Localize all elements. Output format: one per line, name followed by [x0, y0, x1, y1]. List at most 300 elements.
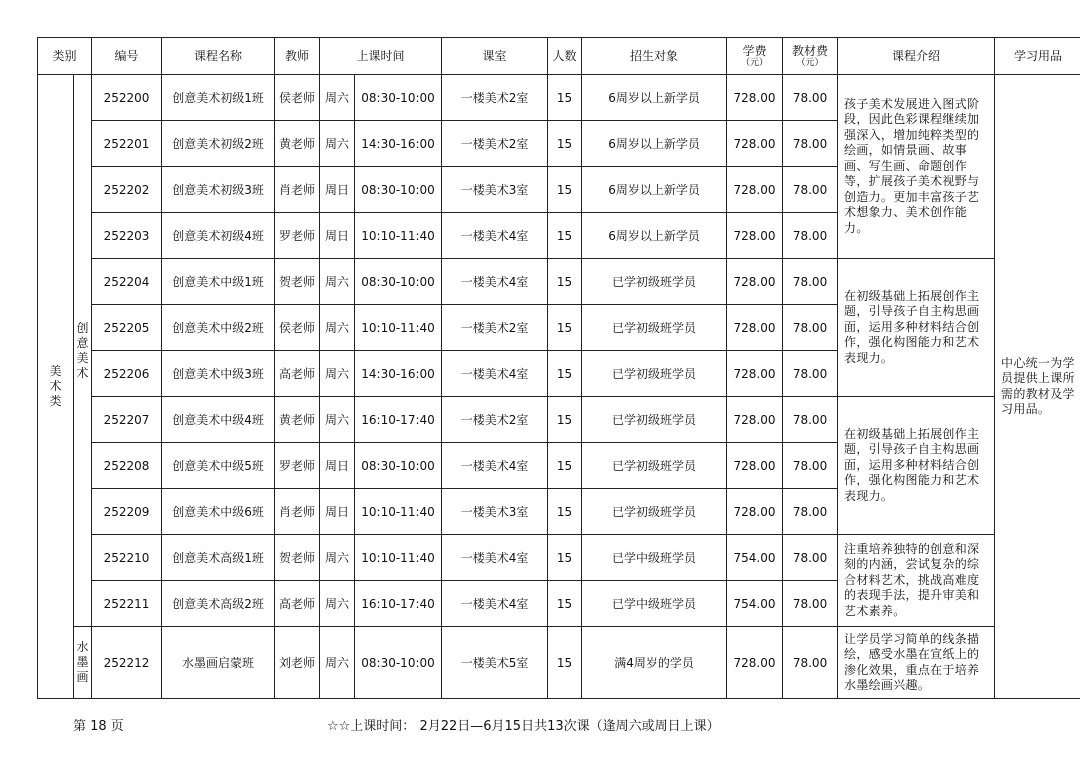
- header-fee-label: 学费: [742, 43, 767, 58]
- cell-day: [320, 305, 355, 351]
- course-intro-cell: [838, 627, 995, 699]
- header-time: 上课时间: [320, 38, 442, 75]
- name-value: 创意美术高级1班: [172, 551, 264, 565]
- cell-time: [355, 581, 442, 627]
- cell-material: [783, 213, 838, 259]
- material-value: 78.00: [792, 274, 828, 289]
- cell-day: [320, 121, 355, 167]
- cell-name: [162, 443, 275, 489]
- cell-code: [92, 121, 162, 167]
- cell-fee: [727, 305, 783, 351]
- material-value: 78.00: [792, 596, 828, 611]
- cell-fee: [727, 259, 783, 305]
- code-value: 252206: [103, 366, 150, 381]
- cell-time: [355, 167, 442, 213]
- fee-value: 728.00: [733, 228, 776, 243]
- count-value: 15: [556, 274, 573, 289]
- cell-name: [162, 75, 275, 121]
- subcategory-label: 水墨画: [76, 640, 89, 684]
- cell-room: [442, 489, 548, 535]
- subcategory-cell: [74, 75, 92, 627]
- count-value: 15: [556, 320, 573, 335]
- target-value: 6周岁以上新学员: [608, 91, 700, 105]
- cell-name: [162, 351, 275, 397]
- target-value: 6周岁以上新学员: [608, 229, 700, 243]
- cell-code: [92, 75, 162, 121]
- header-code: 编号: [92, 38, 162, 75]
- cell-material: [783, 535, 838, 581]
- cell-fee: [727, 535, 783, 581]
- time-value: 10:10-11:40: [361, 228, 435, 243]
- code-value: 252201: [103, 136, 150, 151]
- fee-value: 754.00: [733, 550, 776, 565]
- target-value: 已学初级班学员: [612, 505, 697, 519]
- target-value: 已学初级班学员: [612, 413, 697, 427]
- table-row: [38, 535, 1080, 581]
- teacher-value: 侯老师: [279, 91, 316, 105]
- material-value: 78.00: [792, 90, 828, 105]
- cell-teacher: [275, 489, 320, 535]
- fee-value: 728.00: [733, 182, 776, 197]
- cell-code: [92, 489, 162, 535]
- code-value: 252200: [103, 90, 150, 105]
- cell-count: [548, 443, 582, 489]
- header-material: [783, 38, 838, 75]
- category-cell: [38, 75, 74, 699]
- cell-material: [783, 443, 838, 489]
- course-intro: 让学员学习简单的线条描绘，感受水墨在宣纸上的渗化效果，重点在于培养水墨绘画兴趣。: [844, 631, 980, 692]
- code-value: 252207: [103, 412, 150, 427]
- cell-target: [582, 75, 727, 121]
- cell-room: [442, 167, 548, 213]
- table-row: [38, 259, 1080, 305]
- supplies-text: 中心统一为学员提供上课所需的教材及学习用品。: [1001, 355, 1075, 416]
- teacher-value: 贺老师: [279, 275, 316, 289]
- cell-fee: [727, 627, 783, 699]
- fee-value: 728.00: [733, 90, 776, 105]
- cell-material: [783, 259, 838, 305]
- cell-fee: [727, 75, 783, 121]
- material-value: 78.00: [792, 458, 828, 473]
- day-value: 周六: [325, 275, 350, 289]
- category-label: 美术类: [49, 364, 62, 408]
- cell-target: [582, 167, 727, 213]
- cell-name: [162, 213, 275, 259]
- cell-time: [355, 627, 442, 699]
- day-value: 周日: [325, 459, 350, 473]
- room-value: 一楼美术4室: [460, 551, 529, 565]
- target-value: 已学初级班学员: [612, 321, 697, 335]
- day-value: 周六: [325, 413, 350, 427]
- cell-material: [783, 121, 838, 167]
- header-fee: [727, 38, 783, 75]
- course-intro-cell: [838, 259, 995, 397]
- teacher-value: 黄老师: [279, 413, 316, 427]
- course-intro-cell: [838, 75, 995, 259]
- cell-fee: [727, 213, 783, 259]
- cell-room: [442, 627, 548, 699]
- time-value: 10:10-11:40: [361, 550, 435, 565]
- cell-teacher: [275, 351, 320, 397]
- cell-fee: [727, 581, 783, 627]
- teacher-value: 贺老师: [279, 551, 316, 565]
- teacher-value: 罗老师: [279, 229, 316, 243]
- count-value: 15: [556, 412, 573, 427]
- count-value: 15: [556, 366, 573, 381]
- fee-value: 728.00: [733, 504, 776, 519]
- course-intro-cell: [838, 397, 995, 535]
- cell-room: [442, 121, 548, 167]
- cell-room: [442, 535, 548, 581]
- material-value: 78.00: [792, 655, 828, 670]
- time-value: 14:30-16:00: [361, 366, 435, 381]
- count-value: 15: [556, 596, 573, 611]
- fee-value: 728.00: [733, 458, 776, 473]
- cell-fee: [727, 443, 783, 489]
- cell-target: [582, 489, 727, 535]
- code-value: 252211: [103, 596, 150, 611]
- cell-code: [92, 259, 162, 305]
- table-row: [38, 627, 1080, 699]
- cell-count: [548, 259, 582, 305]
- cell-teacher: [275, 443, 320, 489]
- header-count: 人数: [548, 38, 582, 75]
- code-value: 252210: [103, 550, 150, 565]
- count-value: 15: [556, 655, 573, 670]
- table-row: [38, 397, 1080, 443]
- day-value: 周六: [325, 597, 350, 611]
- material-value: 78.00: [792, 228, 828, 243]
- cell-room: [442, 213, 548, 259]
- cell-count: [548, 75, 582, 121]
- cell-name: [162, 535, 275, 581]
- cell-room: [442, 581, 548, 627]
- header-material-unit: （元）: [796, 57, 824, 68]
- code-value: 252203: [103, 228, 150, 243]
- name-value: 创意美术初级1班: [172, 91, 264, 105]
- header-target: 招生对象: [582, 38, 727, 75]
- fee-value: 754.00: [733, 596, 776, 611]
- cell-room: [442, 75, 548, 121]
- cell-day: [320, 259, 355, 305]
- time-value: 10:10-11:40: [361, 320, 435, 335]
- count-value: 15: [556, 90, 573, 105]
- cell-target: [582, 443, 727, 489]
- count-value: 15: [556, 228, 573, 243]
- cell-target: [582, 397, 727, 443]
- teacher-value: 罗老师: [279, 459, 316, 473]
- course-intro: 在初级基础上拓展创作主题，引导孩子自主构思画面，运用多种材料结合创作，强化构图能力和艺术表现力。: [844, 288, 980, 365]
- time-value: 10:10-11:40: [361, 504, 435, 519]
- cell-teacher: [275, 305, 320, 351]
- course-table: [37, 37, 1080, 699]
- name-value: 创意美术中级5班: [172, 459, 264, 473]
- cell-count: [548, 627, 582, 699]
- day-value: 周六: [325, 91, 350, 105]
- day-value: 周六: [325, 367, 350, 381]
- day-value: 周日: [325, 183, 350, 197]
- room-value: 一楼美术2室: [460, 91, 529, 105]
- cell-target: [582, 259, 727, 305]
- cell-name: [162, 581, 275, 627]
- time-value: 08:30-10:00: [361, 274, 435, 289]
- cell-target: [582, 581, 727, 627]
- code-value: 252204: [103, 274, 150, 289]
- cell-room: [442, 259, 548, 305]
- cell-count: [548, 581, 582, 627]
- name-value: 创意美术中级6班: [172, 505, 264, 519]
- cell-code: [92, 305, 162, 351]
- cell-code: [92, 213, 162, 259]
- cell-name: [162, 121, 275, 167]
- cell-material: [783, 489, 838, 535]
- cell-count: [548, 305, 582, 351]
- room-value: 一楼美术2室: [460, 321, 529, 335]
- cell-room: [442, 351, 548, 397]
- cell-material: [783, 397, 838, 443]
- course-intro: 注重培养独特的创意和深刻的内涵，尝试复杂的综合材料艺术，挑战高难度的表现手法，提升审美和艺术素养。: [844, 541, 980, 618]
- cell-fee: [727, 397, 783, 443]
- cell-code: [92, 443, 162, 489]
- material-value: 78.00: [792, 504, 828, 519]
- cell-fee: [727, 351, 783, 397]
- cell-time: [355, 443, 442, 489]
- room-value: 一楼美术3室: [460, 183, 529, 197]
- cell-code: [92, 535, 162, 581]
- cell-count: [548, 489, 582, 535]
- header-room: 课室: [442, 38, 548, 75]
- day-value: 周日: [325, 505, 350, 519]
- material-value: 78.00: [792, 412, 828, 427]
- cell-target: [582, 121, 727, 167]
- cell-day: [320, 213, 355, 259]
- course-intro-cell: [838, 535, 995, 627]
- cell-target: [582, 213, 727, 259]
- name-value: 创意美术初级3班: [172, 183, 264, 197]
- teacher-value: 侯老师: [279, 321, 316, 335]
- header-name: 课程名称: [162, 38, 275, 75]
- cell-teacher: [275, 213, 320, 259]
- header-intro: 课程介绍: [838, 38, 995, 75]
- cell-code: [92, 397, 162, 443]
- cell-target: [582, 535, 727, 581]
- cell-day: [320, 167, 355, 213]
- fee-value: 728.00: [733, 366, 776, 381]
- page-number: 第 18 页: [73, 719, 124, 734]
- cell-count: [548, 397, 582, 443]
- cell-time: [355, 75, 442, 121]
- cell-room: [442, 443, 548, 489]
- day-value: 周六: [325, 656, 350, 670]
- header-row: [38, 38, 1080, 75]
- table-row: [38, 75, 1080, 121]
- target-value: 已学初级班学员: [612, 367, 697, 381]
- code-value: 252212: [103, 655, 150, 670]
- day-value: 周六: [325, 321, 350, 335]
- room-value: 一楼美术4室: [460, 367, 529, 381]
- room-value: 一楼美术4室: [460, 459, 529, 473]
- target-value: 6周岁以上新学员: [608, 183, 700, 197]
- cell-material: [783, 627, 838, 699]
- target-value: 已学初级班学员: [612, 275, 697, 289]
- time-value: 14:30-16:00: [361, 136, 435, 151]
- material-value: 78.00: [792, 136, 828, 151]
- room-value: 一楼美术4室: [460, 229, 529, 243]
- count-value: 15: [556, 458, 573, 473]
- cell-time: [355, 351, 442, 397]
- teacher-value: 肖老师: [279, 505, 316, 519]
- cell-day: [320, 627, 355, 699]
- cell-target: [582, 305, 727, 351]
- room-value: 一楼美术2室: [460, 413, 529, 427]
- cell-count: [548, 351, 582, 397]
- cell-target: [582, 627, 727, 699]
- cell-count: [548, 167, 582, 213]
- fee-value: 728.00: [733, 274, 776, 289]
- code-value: 252209: [103, 504, 150, 519]
- cell-teacher: [275, 627, 320, 699]
- cell-fee: [727, 121, 783, 167]
- day-value: 周六: [325, 551, 350, 565]
- cell-day: [320, 581, 355, 627]
- code-value: 252208: [103, 458, 150, 473]
- cell-material: [783, 75, 838, 121]
- time-value: 08:30-10:00: [361, 655, 435, 670]
- header-teacher: 教师: [275, 38, 320, 75]
- cell-teacher: [275, 581, 320, 627]
- target-value: 已学初级班学员: [612, 459, 697, 473]
- header-material-label: 教材费: [792, 43, 829, 58]
- room-value: 一楼美术4室: [460, 275, 529, 289]
- room-value: 一楼美术2室: [460, 137, 529, 151]
- time-value: 16:10-17:40: [361, 412, 435, 427]
- time-value: 08:30-10:00: [361, 90, 435, 105]
- material-value: 78.00: [792, 182, 828, 197]
- course-intro: 孩子美术发展进入图式阶段，因此色彩课程继续加强深入，增加纯粹类型的绘画，如情景画、故事画、写生画、命题创作等，扩展孩子美术视野与创造力。更加丰富孩子艺术想象力、美术创作能力。: [844, 96, 980, 235]
- name-value: 创意美术高级2班: [172, 597, 264, 611]
- cell-count: [548, 535, 582, 581]
- teacher-value: 高老师: [279, 367, 316, 381]
- fee-value: 728.00: [733, 136, 776, 151]
- cell-material: [783, 167, 838, 213]
- code-value: 252205: [103, 320, 150, 335]
- cell-time: [355, 213, 442, 259]
- cell-time: [355, 489, 442, 535]
- cell-day: [320, 351, 355, 397]
- supplies-cell: [995, 75, 1080, 699]
- count-value: 15: [556, 136, 573, 151]
- target-value: 已学中级班学员: [612, 551, 697, 565]
- cell-time: [355, 305, 442, 351]
- header-category: 类别: [38, 38, 92, 75]
- code-value: 252202: [103, 182, 150, 197]
- cell-room: [442, 305, 548, 351]
- cell-fee: [727, 489, 783, 535]
- name-value: 创意美术中级3班: [172, 367, 264, 381]
- room-value: 一楼美术4室: [460, 597, 529, 611]
- teacher-value: 黄老师: [279, 137, 316, 151]
- cell-target: [582, 351, 727, 397]
- cell-time: [355, 121, 442, 167]
- count-value: 15: [556, 550, 573, 565]
- cell-day: [320, 397, 355, 443]
- material-value: 78.00: [792, 550, 828, 565]
- name-value: 创意美术初级4班: [172, 229, 264, 243]
- cell-name: [162, 397, 275, 443]
- cell-material: [783, 351, 838, 397]
- cell-day: [320, 443, 355, 489]
- cell-name: [162, 167, 275, 213]
- cell-name: [162, 489, 275, 535]
- subcategory-cell: [74, 627, 92, 699]
- material-value: 78.00: [792, 366, 828, 381]
- cell-code: [92, 167, 162, 213]
- fee-value: 728.00: [733, 412, 776, 427]
- target-value: 满4周岁的学员: [614, 656, 694, 670]
- cell-teacher: [275, 535, 320, 581]
- cell-count: [548, 121, 582, 167]
- room-value: 一楼美术5室: [460, 656, 529, 670]
- cell-teacher: [275, 397, 320, 443]
- cell-time: [355, 259, 442, 305]
- course-intro: 在初级基础上拓展创作主题，引导孩子自主构思画面，运用多种材料结合创作，强化构图能力和艺术表现力。: [844, 426, 980, 503]
- day-value: 周日: [325, 229, 350, 243]
- cell-count: [548, 213, 582, 259]
- subcategory-label: 创意美术: [76, 320, 89, 380]
- teacher-value: 高老师: [279, 597, 316, 611]
- cell-day: [320, 489, 355, 535]
- cell-teacher: [275, 167, 320, 213]
- cell-day: [320, 535, 355, 581]
- time-value: 08:30-10:00: [361, 182, 435, 197]
- day-value: 周六: [325, 137, 350, 151]
- cell-code: [92, 351, 162, 397]
- cell-material: [783, 581, 838, 627]
- cell-room: [442, 397, 548, 443]
- cell-code: [92, 581, 162, 627]
- name-value: 创意美术中级2班: [172, 321, 264, 335]
- fee-value: 728.00: [733, 655, 776, 670]
- room-value: 一楼美术3室: [460, 505, 529, 519]
- material-value: 78.00: [792, 320, 828, 335]
- header-fee-unit: （元）: [741, 57, 769, 68]
- name-value: 创意美术中级4班: [172, 413, 264, 427]
- teacher-value: 刘老师: [279, 656, 316, 670]
- target-value: 6周岁以上新学员: [608, 137, 700, 151]
- cell-teacher: [275, 259, 320, 305]
- count-value: 15: [556, 504, 573, 519]
- schedule-note: ☆☆上课时间： 2月22日—6月15日共13次课（逢周六或周日上课）: [327, 719, 720, 734]
- cell-teacher: [275, 121, 320, 167]
- name-value: 创意美术中级1班: [172, 275, 264, 289]
- cell-name: [162, 627, 275, 699]
- cell-time: [355, 535, 442, 581]
- name-value: 水墨画启蒙班: [182, 656, 255, 670]
- teacher-value: 肖老师: [279, 183, 316, 197]
- cell-material: [783, 305, 838, 351]
- name-value: 创意美术初级2班: [172, 137, 264, 151]
- cell-day: [320, 75, 355, 121]
- target-value: 已学中级班学员: [612, 597, 697, 611]
- header-supplies: 学习用品: [995, 38, 1080, 75]
- cell-name: [162, 259, 275, 305]
- time-value: 08:30-10:00: [361, 458, 435, 473]
- count-value: 15: [556, 182, 573, 197]
- cell-fee: [727, 167, 783, 213]
- cell-name: [162, 305, 275, 351]
- cell-teacher: [275, 75, 320, 121]
- time-value: 16:10-17:40: [361, 596, 435, 611]
